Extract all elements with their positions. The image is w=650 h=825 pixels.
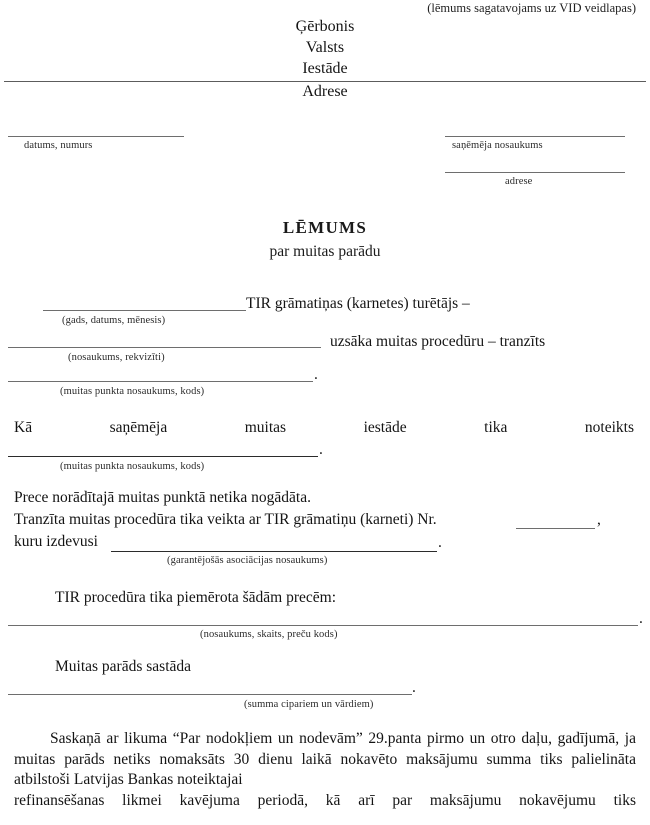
tir-goods-heading: TIR procedūra tika piemērota šādām precēm:	[55, 589, 337, 606]
destination-office-terminator: .	[319, 441, 323, 458]
guarantee-association-fill-line[interactable]	[111, 551, 437, 552]
tir-holder-text: TIR grāmatiņas (karnetes) turētājs –	[246, 295, 470, 312]
goods-description-caption: (nosaukums, skaits, preču kods)	[200, 629, 338, 640]
destination-office-sentence	[14, 419, 634, 438]
debt-amount-caption: (summa cipariem un vārdiem)	[244, 699, 374, 710]
destination-word-2: saņēmēja	[109, 419, 168, 436]
transit-carnet-text: Tranzīta muitas procedūra tika veikta ar TIR grāmatiņu (karneti) Nr.	[14, 511, 437, 528]
goods-description-terminator: .	[639, 610, 643, 627]
letterhead-state: Valsts	[305, 39, 345, 56]
debt-amount-terminator: .	[412, 679, 416, 696]
destination-word-1: Kā	[14, 419, 33, 436]
destination-word-3: muitas	[244, 419, 287, 436]
date-number-fill-line[interactable]	[8, 136, 184, 137]
customs-point-fill-line[interactable]	[8, 381, 313, 382]
recipient-name-caption: saņēmēja nosaukums	[452, 140, 543, 151]
debt-amount-fill-line[interactable]	[8, 694, 412, 695]
legal-notice-paragraph	[14, 729, 636, 811]
recipient-address-fill-line[interactable]	[445, 172, 625, 173]
transit-procedure-text: uzsāka muitas procedūru – tranzīts	[330, 333, 546, 350]
header-note: (lēmums sagatavojams uz VID veidlapas)	[427, 1, 636, 15]
letterhead-address: Adrese	[302, 83, 348, 100]
legal-notice-body: Saskaņā ar likuma “Par nodokļiem un nodevām” 29.panta pirmo un otro daļu, gadījumā, ja muitas parāds netiks nomaksāts 30 dienu laikā nokavēto maksājumu summa tiks palielināta atbilstoši Latvijas Bankas noteiktajai	[14, 730, 636, 789]
destination-office-fill-line[interactable]	[8, 456, 318, 457]
customs-debt-heading: Muitas parāds sastāda	[55, 658, 192, 675]
date-number-caption: datums, numurs	[24, 140, 93, 151]
letterhead-divider	[4, 81, 646, 82]
goods-description-fill-line[interactable]	[8, 625, 638, 626]
date-fill-caption: (gads, datums, mēnesis)	[62, 315, 166, 326]
destination-word-4: iestāde	[363, 419, 407, 436]
destination-office-caption: (muitas punkta nosaukums, kods)	[60, 461, 205, 472]
guarantee-association-caption: (garantējošās asociācijas nosaukums)	[167, 555, 328, 566]
legal-notice-last-line: refinansēšanas likmei kavējuma periodā, kā arī par maksājumu nokavējumu tiks	[14, 791, 636, 809]
letterhead-crest: Ģērbonis	[295, 18, 355, 35]
holder-details-fill-line[interactable]	[8, 347, 321, 348]
carnet-number-terminator: ,	[597, 511, 601, 528]
guarantee-association-terminator: .	[438, 534, 442, 551]
letterhead-institution: Iestāde	[302, 60, 348, 77]
recipient-address-caption: adrese	[505, 176, 533, 187]
holder-details-caption: (nosaukums, rekvizīti)	[68, 352, 165, 363]
goods-not-delivered-text: Prece norādītajā muitas punktā netika nogādāta.	[14, 489, 311, 506]
destination-word-6: noteikts	[584, 419, 634, 436]
date-fill-line[interactable]	[43, 310, 246, 311]
customs-point-caption: (muitas punkta nosaukums, kods)	[60, 386, 205, 397]
document-title: LĒMUMS	[282, 218, 368, 237]
issuer-text: kuru izdevusi	[14, 533, 98, 550]
destination-word-5: tika	[484, 419, 508, 436]
document-subtitle: par muitas parādu	[269, 243, 381, 260]
recipient-name-fill-line[interactable]	[445, 136, 625, 137]
carnet-number-fill-line[interactable]	[516, 528, 595, 529]
customs-point-terminator: .	[314, 366, 318, 383]
